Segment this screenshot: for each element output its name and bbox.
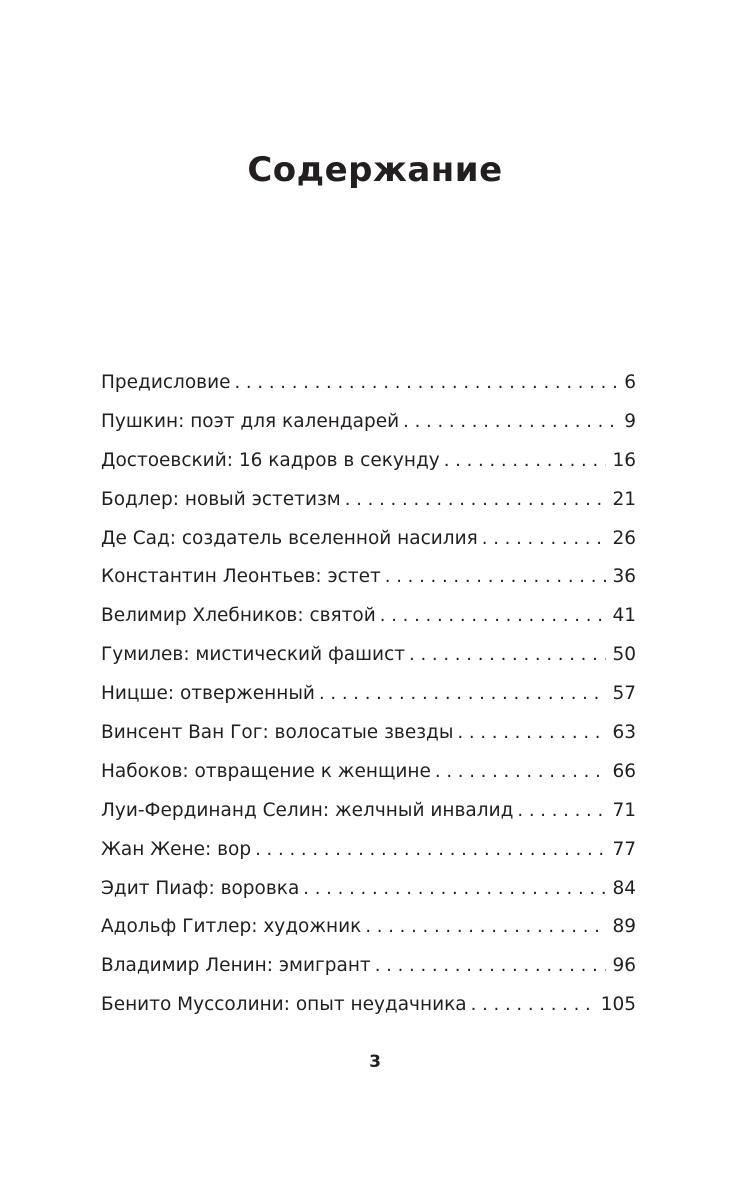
dot-leader <box>365 912 606 942</box>
dot-leader <box>385 562 607 592</box>
toc-entry-title: Предисловие <box>101 372 231 393</box>
dot-leader <box>409 640 606 670</box>
dot-leader <box>255 835 606 865</box>
toc-entry-title: Адольф Гитлер: художник <box>101 916 362 938</box>
toc-entry-title: Эдит Пиаф: воровка <box>101 877 300 899</box>
toc-entry <box>101 951 636 990</box>
toc-entry-title: Винсент Ван Гог: волосатые звезды <box>101 722 454 744</box>
toc-entry-title: Жан Жене: вор <box>101 838 252 860</box>
dot-leader <box>517 796 606 826</box>
toc-entry <box>101 485 636 524</box>
toc-entry-page: 36 <box>612 566 636 588</box>
toc-entry-title: Бодлер: новый эстетизм <box>101 488 341 510</box>
page-number: 3 <box>369 1052 381 1072</box>
toc-entry <box>101 368 636 407</box>
toc-entry <box>101 718 636 757</box>
toc-entry-page: 63 <box>612 722 636 744</box>
dot-leader <box>482 524 607 554</box>
toc-entry-title: Набоков: отвращение к женщине <box>101 760 431 782</box>
toc-entry-title: Владимир Ленин: эмигрант <box>101 955 371 977</box>
dot-leader <box>380 601 607 631</box>
toc-entry <box>101 562 636 601</box>
toc-entry-page: 41 <box>612 605 636 627</box>
toc-entry <box>101 524 636 563</box>
toc-entry-page: 50 <box>612 644 636 666</box>
dot-leader <box>345 485 607 515</box>
dot-leader <box>403 407 618 437</box>
toc-entry <box>101 446 636 485</box>
toc-entry-title: Велимир Хлебников: святой <box>101 605 376 627</box>
toc-entry-page: 77 <box>612 838 636 860</box>
toc-entry-title: Гумилев: мистический фашист <box>101 644 406 666</box>
toc-entry <box>101 912 636 951</box>
dot-leader <box>319 679 607 709</box>
toc-entry-page: 89 <box>612 916 636 938</box>
toc-entry-page: 96 <box>612 955 636 977</box>
dot-leader <box>457 718 606 748</box>
toc-entry-page: 71 <box>612 799 636 821</box>
toc-entry <box>101 679 636 718</box>
toc-entry <box>101 407 636 446</box>
dot-leader <box>303 874 606 904</box>
toc-entry-title: Ницше: отверженный <box>101 683 315 705</box>
table-of-contents <box>101 368 636 1029</box>
toc-entry <box>101 640 636 679</box>
toc-entry-page: 16 <box>612 449 636 471</box>
toc-entry-title: Пушкин: поэт для календарей <box>101 410 400 432</box>
toc-entry-page: 105 <box>600 994 636 1016</box>
toc-entry <box>101 874 636 913</box>
toc-entry <box>101 601 636 640</box>
toc-entry-page: 6 <box>624 372 636 393</box>
toc-entry-title: Бенито Муссолини: опыт неудачника <box>101 994 467 1016</box>
toc-entry-title: Луи-Фердинанд Селин: желчный инвалид <box>101 799 514 821</box>
toc-entry-page: 84 <box>612 877 636 899</box>
toc-entry-page: 26 <box>612 527 636 549</box>
dot-leader <box>375 951 607 981</box>
toc-entry-page: 57 <box>612 683 636 705</box>
toc-entry <box>101 757 636 796</box>
toc-entry-title: Константин Леонтьев: эстет <box>101 566 381 588</box>
toc-entry-title: Де Сад: создатель вселенной насилия <box>101 527 478 549</box>
toc-entry <box>101 990 636 1029</box>
dot-leader <box>471 990 595 1020</box>
dot-leader <box>444 446 607 476</box>
toc-entry-page: 21 <box>612 488 636 510</box>
toc-entry-page: 9 <box>624 410 636 432</box>
dot-leader <box>435 757 607 787</box>
toc-entry <box>101 835 636 874</box>
page-title: Содержание <box>247 150 503 190</box>
toc-entry-page: 66 <box>612 760 636 782</box>
toc-entry <box>101 796 636 835</box>
dot-leader <box>234 368 618 398</box>
toc-entry-title: Достоевский: 16 кадров в секунду <box>101 449 440 471</box>
